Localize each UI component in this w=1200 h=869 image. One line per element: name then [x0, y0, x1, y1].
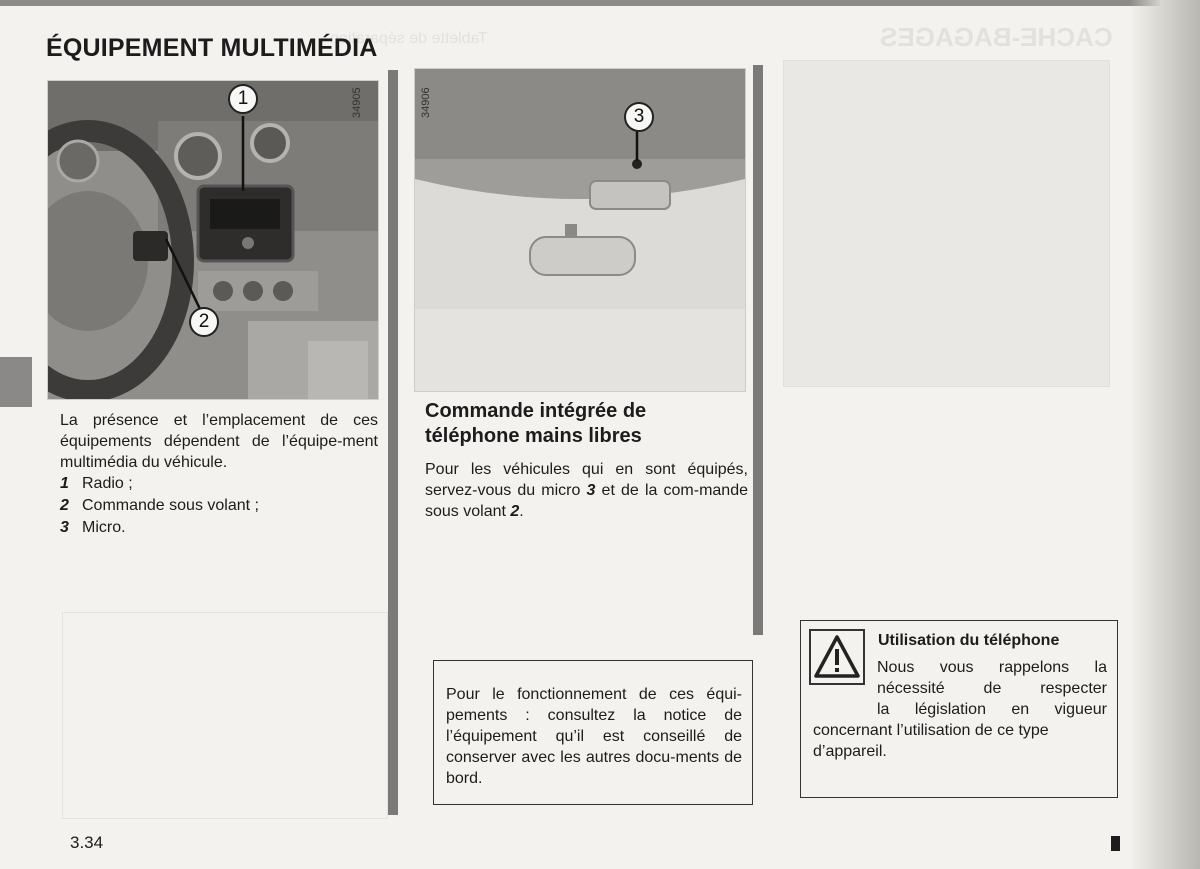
ceiling-photo — [414, 68, 746, 392]
figure-id-left: 34905 — [351, 87, 363, 118]
note-text: Pour le fonctionnement de ces équi-pements : consultez la notice de l’équipement qu’il est conseillé de conserver avec les autres docu-ments de bord. — [446, 686, 742, 787]
warning-title: Utilisation du téléphone — [878, 632, 1060, 649]
legend-label: Commande sous volant ; — [82, 497, 259, 514]
paragraph-text: et de la com-mande sous volant — [425, 482, 748, 520]
handsfree-paragraph — [425, 459, 748, 522]
chapter-tab — [0, 357, 32, 407]
dashboard-photo — [47, 80, 379, 400]
legend-label: Radio ; — [82, 475, 133, 492]
legend-item — [60, 473, 259, 495]
intro-paragraph: La présence et l’emplacement de ces équipements dépendent de l’équipe-ment multimédia du véhicule. — [60, 412, 378, 471]
page-number: 3.34 — [70, 833, 104, 852]
page-top-edge — [0, 0, 1160, 6]
ref-commande: 2 — [510, 503, 520, 520]
page-title: ÉQUIPEMENT MULTIMÉDIA — [46, 34, 378, 62]
end-of-section-mark — [1111, 836, 1120, 851]
figure-id-middle: 34906 — [420, 87, 432, 118]
legend-num: 1 — [60, 475, 69, 492]
warning-line: concernant l’utilisation de ce type d’appareil. — [813, 722, 1049, 760]
binding-shadow — [1130, 0, 1200, 869]
legend-num: 3 — [60, 519, 69, 536]
callout-3: 3 — [624, 102, 654, 132]
note-box — [433, 660, 753, 805]
section-heading: Commande intégrée de téléphone mains libres — [425, 400, 647, 447]
callout-2: 2 — [189, 307, 219, 337]
warning-line: nécessité de respecter — [877, 680, 1107, 697]
legend-item — [60, 517, 259, 539]
ref-micro: 3 — [586, 482, 596, 499]
column-divider-left — [388, 70, 398, 815]
legend-item — [60, 495, 259, 517]
bleed-through-box — [62, 612, 388, 819]
warning-line: la législation en vigueur — [877, 701, 1107, 718]
legend-list — [60, 473, 259, 539]
bleed-through-title: CACHE-BAGAGES — [880, 22, 1113, 52]
column-divider-right — [753, 65, 763, 635]
paragraph-text: . — [519, 503, 524, 520]
callout-1: 1 — [228, 84, 258, 114]
warning-text — [813, 657, 1107, 762]
bleed-through-line: Tablette de séparation — [330, 30, 488, 47]
legend-label: Micro. — [82, 519, 126, 536]
warning-line: Nous vous rappelons la — [877, 659, 1107, 676]
legend-num: 2 — [60, 497, 69, 514]
bleed-through-photo — [783, 60, 1110, 387]
paragraph-text: Pour les véhicules qui en sont équipés, servez-vous du micro — [425, 461, 748, 499]
warning-box — [800, 620, 1118, 798]
